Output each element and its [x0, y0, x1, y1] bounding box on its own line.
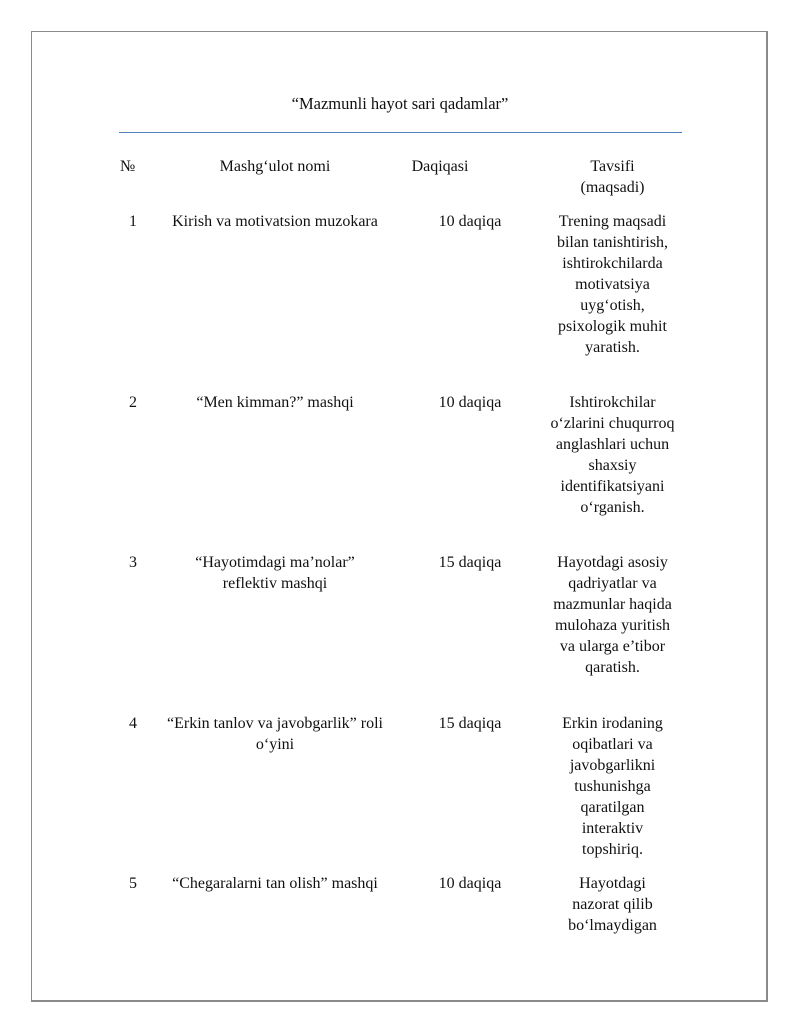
row-name: “Hayotimdagi ma’nolar” reflektiv mashqi	[195, 554, 355, 592]
header-number: №	[120, 158, 136, 175]
row-description: Erkin irodaning oqibatlari va javobgarlikni tushunishga qaratilgan interaktiv topshiriq.	[562, 715, 663, 858]
header-name: Mashg‘ulot nomi	[219, 158, 331, 175]
row-number: 1	[129, 213, 137, 230]
header-duration: Daqiqasi	[411, 158, 469, 175]
row-duration: 15 daqiqa	[438, 715, 502, 732]
row-description: Hayotdagi asosiy qadriyatlar va mazmunlar haqida mulohaza yuritish va ularga e’tibor qaratish.	[553, 554, 672, 676]
header-description: Tavsifi (maqsadi)	[580, 158, 645, 196]
row-description: Ishtirokchilar o‘zlarini chuqurroq anglashlari uchun shaxsiy identifikatsiyani o‘rganish.	[550, 394, 675, 516]
row-name: “Men kimman?” mashqi	[196, 394, 354, 411]
row-duration: 15 daqiqa	[438, 554, 502, 571]
row-duration: 10 daqiqa	[438, 875, 502, 892]
row-number: 2	[129, 394, 137, 411]
row-name: Kirish va motivatsion muzokara	[172, 213, 378, 230]
row-duration: 10 daqiqa	[438, 394, 502, 411]
row-name: “Erkin tanlov va javobgarlik” roli o‘yini	[167, 715, 383, 753]
row-description: Trening maqsadi bilan tanishtirish, ishtirokchilarda motivatsiya uyg‘otish, psixologik muhit yaratish.	[556, 213, 669, 356]
row-name: “Chegaralarni tan olish” mashqi	[172, 875, 378, 892]
row-number: 4	[129, 715, 137, 732]
document-title: “Mazmunli hayot sari qadamlar”	[291, 94, 509, 113]
row-number: 5	[129, 875, 137, 892]
row-number: 3	[129, 554, 137, 571]
row-duration: 10 daqiqa	[438, 213, 502, 230]
row-description: Hayotdagi nazorat qilib bo‘lmaydigan	[568, 875, 657, 934]
